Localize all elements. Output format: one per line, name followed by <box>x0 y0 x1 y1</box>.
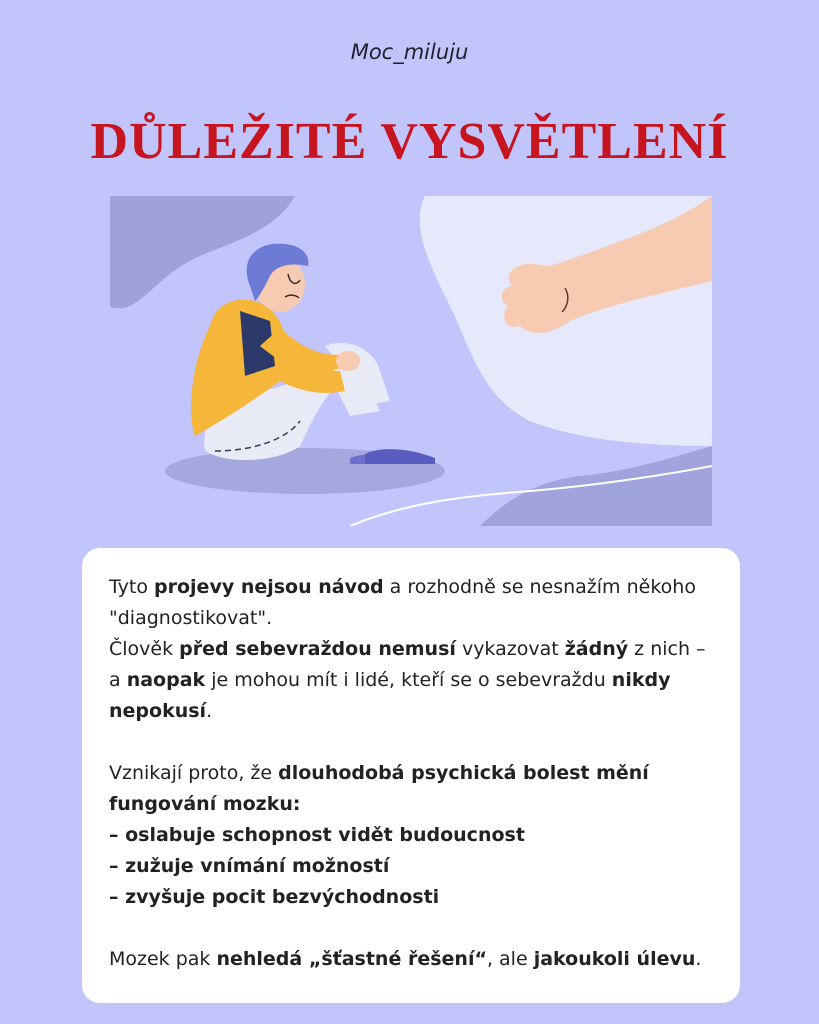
bold-text: nehledá „šťastné řešení“ <box>216 948 487 970</box>
list-item: – zvyšuje pocit bezvýchodnosti <box>109 886 440 908</box>
text: . <box>695 948 702 970</box>
list-item: – zužuje vnímání možností <box>109 855 390 877</box>
paragraph-disclaimer <box>109 572 720 634</box>
text: Vznikají proto, že <box>109 762 279 784</box>
text: Mozek pak <box>109 948 217 970</box>
text: , ale <box>486 948 534 970</box>
account-handle: Moc_miluju <box>350 40 469 64</box>
text: . <box>206 700 213 722</box>
text: Člověk <box>109 638 180 660</box>
text: z nich – a <box>109 638 706 691</box>
list-item: – oslabuje schopnost vidět budoucnost <box>109 824 525 846</box>
bold-text: nikdy nepokusí <box>109 669 671 722</box>
paragraph-symptoms <box>109 634 720 727</box>
bold-text: naopak <box>126 669 206 691</box>
text: Tyto <box>109 576 155 598</box>
text: a rozhodně se nesnažím někoho "diagnostikovat". <box>109 576 696 629</box>
explanation-card <box>82 548 740 1003</box>
bold-text: dlouhodobá psychická bolest mění fungování mozku: <box>109 762 649 815</box>
bold-text: jakoukoli úlevu <box>533 948 696 970</box>
bold-text: žádný <box>564 638 629 660</box>
sad-girl-reaching-hand-illustration <box>110 196 712 526</box>
text: je mohou mít i lidé, kteří se o sebevraždu <box>205 669 612 691</box>
bottom-wave-shape <box>480 446 712 526</box>
text: vykazovat <box>455 638 565 660</box>
paragraph-cause <box>109 758 720 820</box>
bold-text: projevy nejsou návod <box>154 576 384 598</box>
paragraph-conclusion <box>109 944 720 975</box>
page-title: DŮLEŽITÉ VYSVĚTLENÍ <box>90 113 729 170</box>
bold-text: před sebevraždou nemusí <box>179 638 456 660</box>
